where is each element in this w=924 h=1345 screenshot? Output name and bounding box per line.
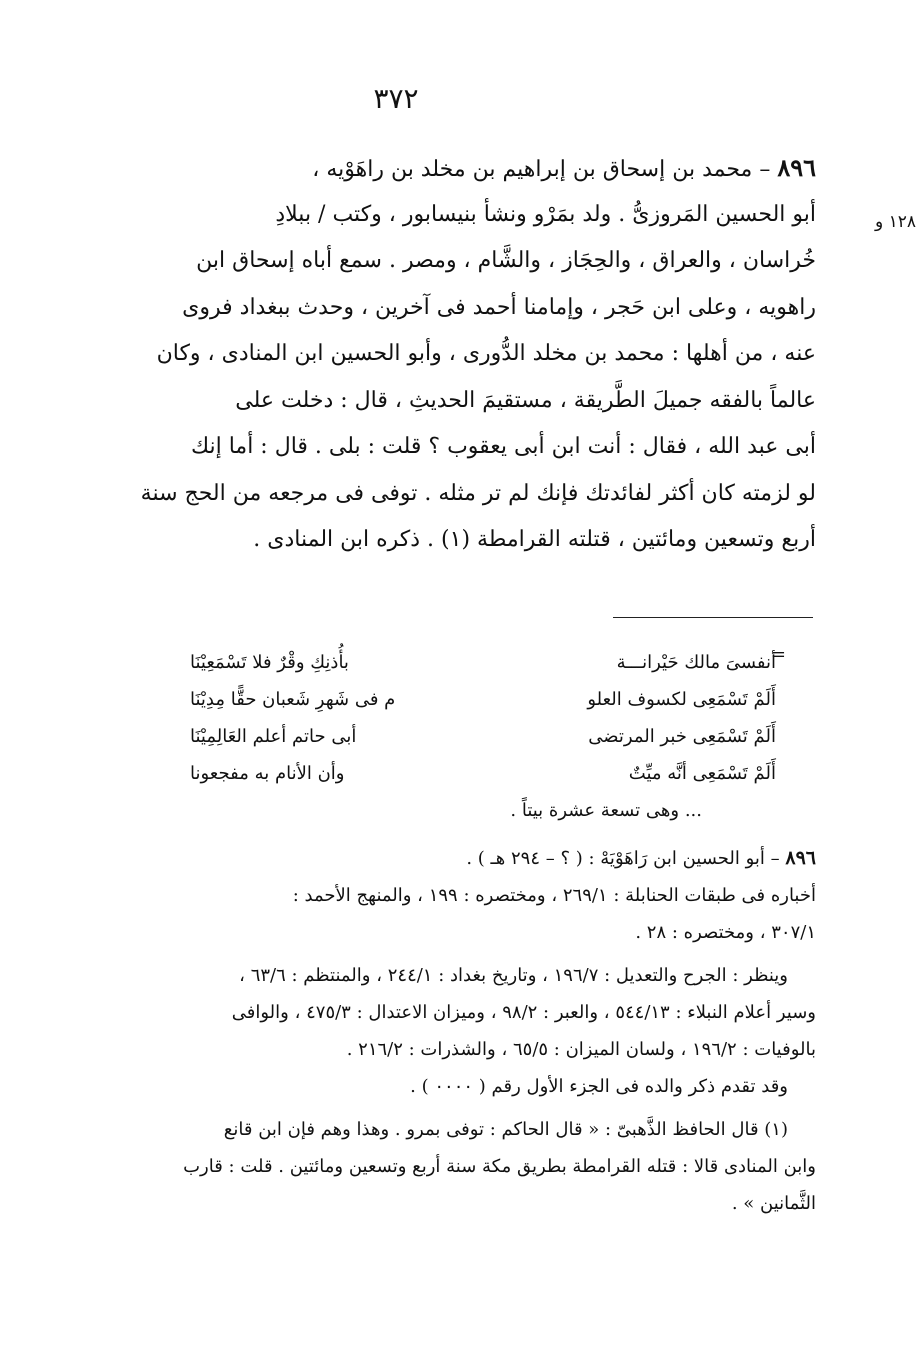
footnote-father-note: وقد تقدم ذكر والده فى الجزء الأول رقم ( ٠٠٠٠ ) . (410, 1076, 788, 1097)
text-line: لو لزمته كان أكثر لفائدتك فإنك لم تر مثله . توفى فى مرجعه من الحج سنة (140, 480, 816, 506)
footnote-line: وينظر : الجرح والتعديل : ١٩٦/٧ ، وتاريخ بغداد : ٢٤٤/١ ، والمنتظم : ٦٣/٦ ، (239, 965, 788, 986)
footnote-divider (613, 617, 813, 618)
poem-verse (190, 644, 776, 681)
footnote-entry-title: – أبو الحسين ابن رَاهَوْيَهْ : ( ؟ – ٢٩٤ هـ ) . (466, 848, 780, 869)
text-line: عالماً بالفقه جميلَ الطَّريقة ، مستقيمَ الحديثِ ، قال : دخلت على (235, 387, 816, 413)
footnote-line: الثَّمانين » . (731, 1193, 816, 1214)
poem-ending: ... وهى تسعة عشرة بيتاً . (510, 800, 702, 821)
footnote-line: وابن المنادى قالا : قتله القرامطة بطريق مكة سنة أربع وتسعين ومائتين . قلت : قارب (183, 1156, 816, 1177)
verse-second-half: وأن الأنام به مفجعونا (190, 763, 345, 784)
margin-folio-note: ١٢٨ و (874, 212, 916, 232)
verse-first-half: أنفسىَ مالك حَيْرانـــة (616, 652, 776, 673)
poem-verse (190, 755, 776, 792)
page-number: ٣٧٢ (373, 82, 419, 115)
verse-second-half: أبى حاتم أعلم العَالِمِيْنَا (190, 726, 357, 747)
poem-verse (190, 681, 776, 718)
footnote-line: بالوفيات : ١٩٦/٢ ، ولسان الميزان : ٦٥/٥ ، والشذرات : ٢١٦/٢ . (346, 1039, 816, 1060)
text-line: عنه ، من أهلها : محمد بن مخلد الدُّورى ، وأبو الحسين ابن المنادى ، وكان (156, 341, 816, 366)
footnote-entry-header (104, 840, 816, 877)
footnote-line: وسير أعلام النبلاء : ٥٤٤/١٣ ، والعبر : ٩٨/٢ ، وميزان الاعتدال : ٤٧٥/٣ ، والوافى (231, 1002, 816, 1023)
text-line: خُراسان ، والعراق ، والحِجَاز ، والشَّام ، ومصر . سمع أباه إسحاق ابن (196, 248, 816, 273)
footnotes (104, 840, 816, 1222)
footnote-line: أخباره فى طبقات الحنابلة : ٢٦٩/١ ، ومختصره : ١٩٩ ، والمنهج الأحمد : (292, 885, 816, 906)
continuation-marker: = (770, 644, 786, 665)
entry-number: ٨٩٦ (777, 153, 816, 182)
verse-first-half: أَلَمْ تَسْمَعِى أنَّه ميِّتٌ (628, 763, 776, 784)
poem-verse (190, 718, 776, 755)
text-line: أبى عبد الله ، فقال : أنت ابن أبى يعقوب ؟ قلت : بلى . قال : أما إنك (190, 434, 816, 459)
footnote-line: (١) قال الحافظ الذَّهبىّ : « قال الحاكم : توفى بمرو . وهذا وهم فإن ابن قانع (223, 1119, 788, 1140)
text-line: راهويه ، وعلى ابن حَجر ، وإمامنا أحمد فى آخرين ، وحدث ببغداد فروى (182, 294, 816, 320)
text-line: أربع وتسعين ومائتين ، قتلته القرامطة (١) . ذكره ابن المنادى . (253, 527, 816, 552)
poem-continuation (190, 644, 786, 821)
verse-second-half: بأُذنِكِ وقْرٌ فلا تَسْمَعِيْنَا (190, 652, 349, 673)
entry-heading-text: – محمد بن إسحاق بن إبراهيم بن مخلد بن راهَوْيه ، (312, 157, 771, 182)
footnote-line: ٣٠٧/١ ، ومختصره : ٢٨ . (635, 922, 816, 943)
biography-entry (104, 145, 816, 564)
verse-second-half: م فى شَهرِ شَعبان حقًّا مِدِيْنَا (190, 689, 396, 710)
verse-first-half: أَلَمْ تَسْمَعِى خبر المرتضى (588, 726, 776, 747)
entry-heading-line (104, 145, 816, 192)
text-line: أبو الحسين المَروزىُّ . ولد بمَرْو ونشأ بنيسابور ، وكتب / ببلادِ (275, 201, 816, 227)
verse-first-half: أَلَمْ تَسْمَعِى لكسوف العلو (587, 689, 776, 710)
footnote-entry-number: ٨٩٦ (785, 847, 816, 869)
